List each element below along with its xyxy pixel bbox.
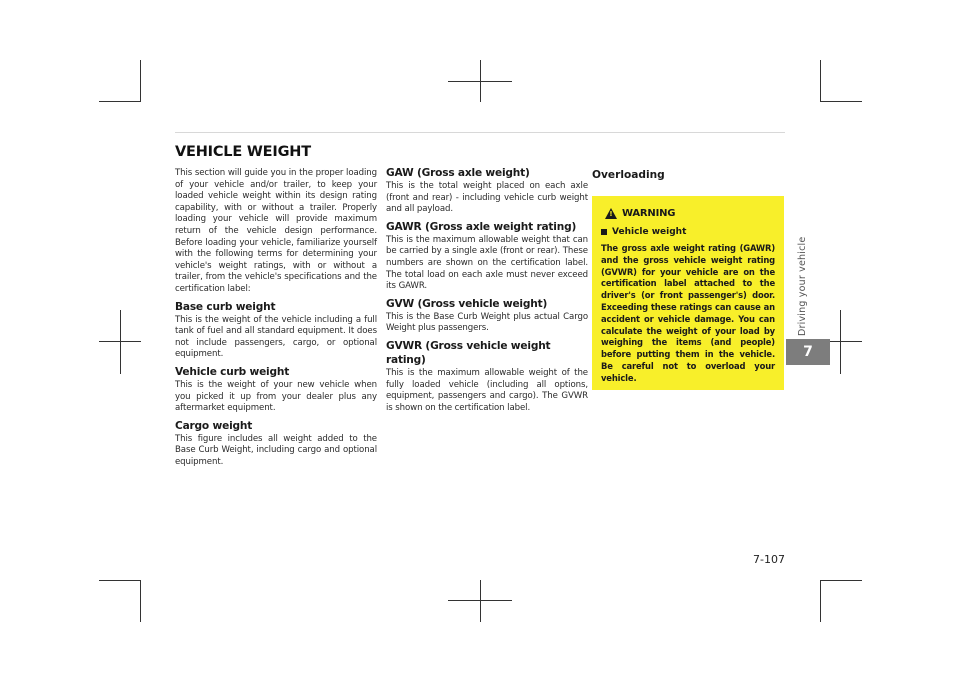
gaw-text: This is the total weight placed on each axle (front and rear) - including vehicle curb weight and all payload. — [386, 181, 588, 215]
cargo-weight-heading: Cargo weight — [175, 419, 253, 432]
chapter-number-box — [786, 339, 830, 365]
warning-subheader — [601, 227, 775, 237]
vehicle-curb-weight-heading: Vehicle curb weight — [175, 365, 290, 378]
crop-mark — [140, 60, 141, 102]
vehicle-curb-weight-text: This is the weight of your new vehicle when you picked it up from your dealer plus any aftermarket equipment. — [175, 379, 377, 414]
gawr-text: This is the maximum allowable weight that can be carried by a single axle (front or rear). These numbers are shown on the certification label. The total load on each axle must never exceed its GAWR. — [386, 234, 588, 292]
warning-box — [592, 196, 784, 390]
crop-mark — [820, 580, 862, 581]
gaw-heading: GAW (Gross axle weight) — [386, 167, 530, 179]
column-1 — [175, 168, 377, 471]
intro-paragraph: This section will guide you in the proper loading of your vehicle and/or trailer, to keep your loaded vehicle weight within its design rating capability, with or without a trailer. Properly loading your vehicle will provide maximum return of the vehicle design performance. Before loading your vehicle, familiarize yourself with the following terms for determining your vehicle's weight ratings, with or without a trailer, from the vehicle's specifications and the certification label: — [175, 168, 377, 294]
top-rule — [175, 132, 785, 133]
page-number: 7-107 — [753, 553, 785, 566]
crop-mark — [140, 580, 141, 622]
crop-mark — [448, 81, 512, 82]
crop-mark — [840, 310, 841, 374]
gvw-text: This is the Base Curb Weight plus actual Cargo Weight plus passengers. — [386, 311, 588, 334]
gvwr-heading: GVWR (Gross vehicle weight rating) — [386, 339, 551, 366]
warning-subtitle: Vehicle weight — [612, 227, 687, 237]
warning-text: The gross axle weight rating (GAWR) and the gross vehicle weight rating (GVWR) for your vehicle are on the certification label attached to the driver's (or front passenger's) door. Exceeding these ratings can cause an accident or vehicle damage. You can calculate the weight of your load by weighing the items (and people) before putting them in the vehicle. Be careful not to overload your vehicle. — [601, 243, 775, 383]
crop-mark — [820, 101, 862, 102]
crop-mark — [120, 310, 121, 374]
crop-mark — [448, 600, 512, 601]
chapter-number: 7 — [803, 344, 813, 360]
gvw-heading: GVW (Gross vehicle weight) — [386, 297, 548, 310]
chapter-side-tab — [797, 236, 809, 336]
warning-header — [605, 208, 775, 219]
square-bullet-icon — [601, 229, 607, 235]
base-curb-weight-text: This is the weight of the vehicle including a full tank of fuel and all standard equipment. It does not include passengers, cargo, or optional equipment. — [175, 314, 377, 360]
crop-mark — [99, 341, 141, 342]
column-3 — [592, 168, 784, 390]
overloading-heading: Overloading — [592, 169, 665, 181]
column-2 — [386, 166, 588, 417]
warning-triangle-icon: ! — [605, 208, 617, 219]
crop-mark — [820, 60, 821, 102]
crop-mark — [99, 580, 141, 581]
crop-mark — [820, 580, 821, 622]
crop-mark — [99, 101, 141, 102]
gvwr-text: This is the maximum allowable weight of the fully loaded vehicle (including all options, equipment, passengers and cargo). The GVWR is shown on the certification label. — [386, 367, 588, 413]
base-curb-weight-heading: Base curb weight — [175, 300, 276, 313]
cargo-weight-text: This figure includes all weight added to the Base Curb Weight, including cargo and optional equipment. — [175, 433, 377, 467]
chapter-name: Driving your vehicle — [797, 236, 808, 336]
warning-label: WARNING — [622, 208, 676, 219]
section-title: VEHICLE WEIGHT — [175, 144, 311, 160]
gawr-heading: GAWR (Gross axle weight rating) — [386, 220, 577, 233]
crop-mark — [480, 580, 481, 622]
